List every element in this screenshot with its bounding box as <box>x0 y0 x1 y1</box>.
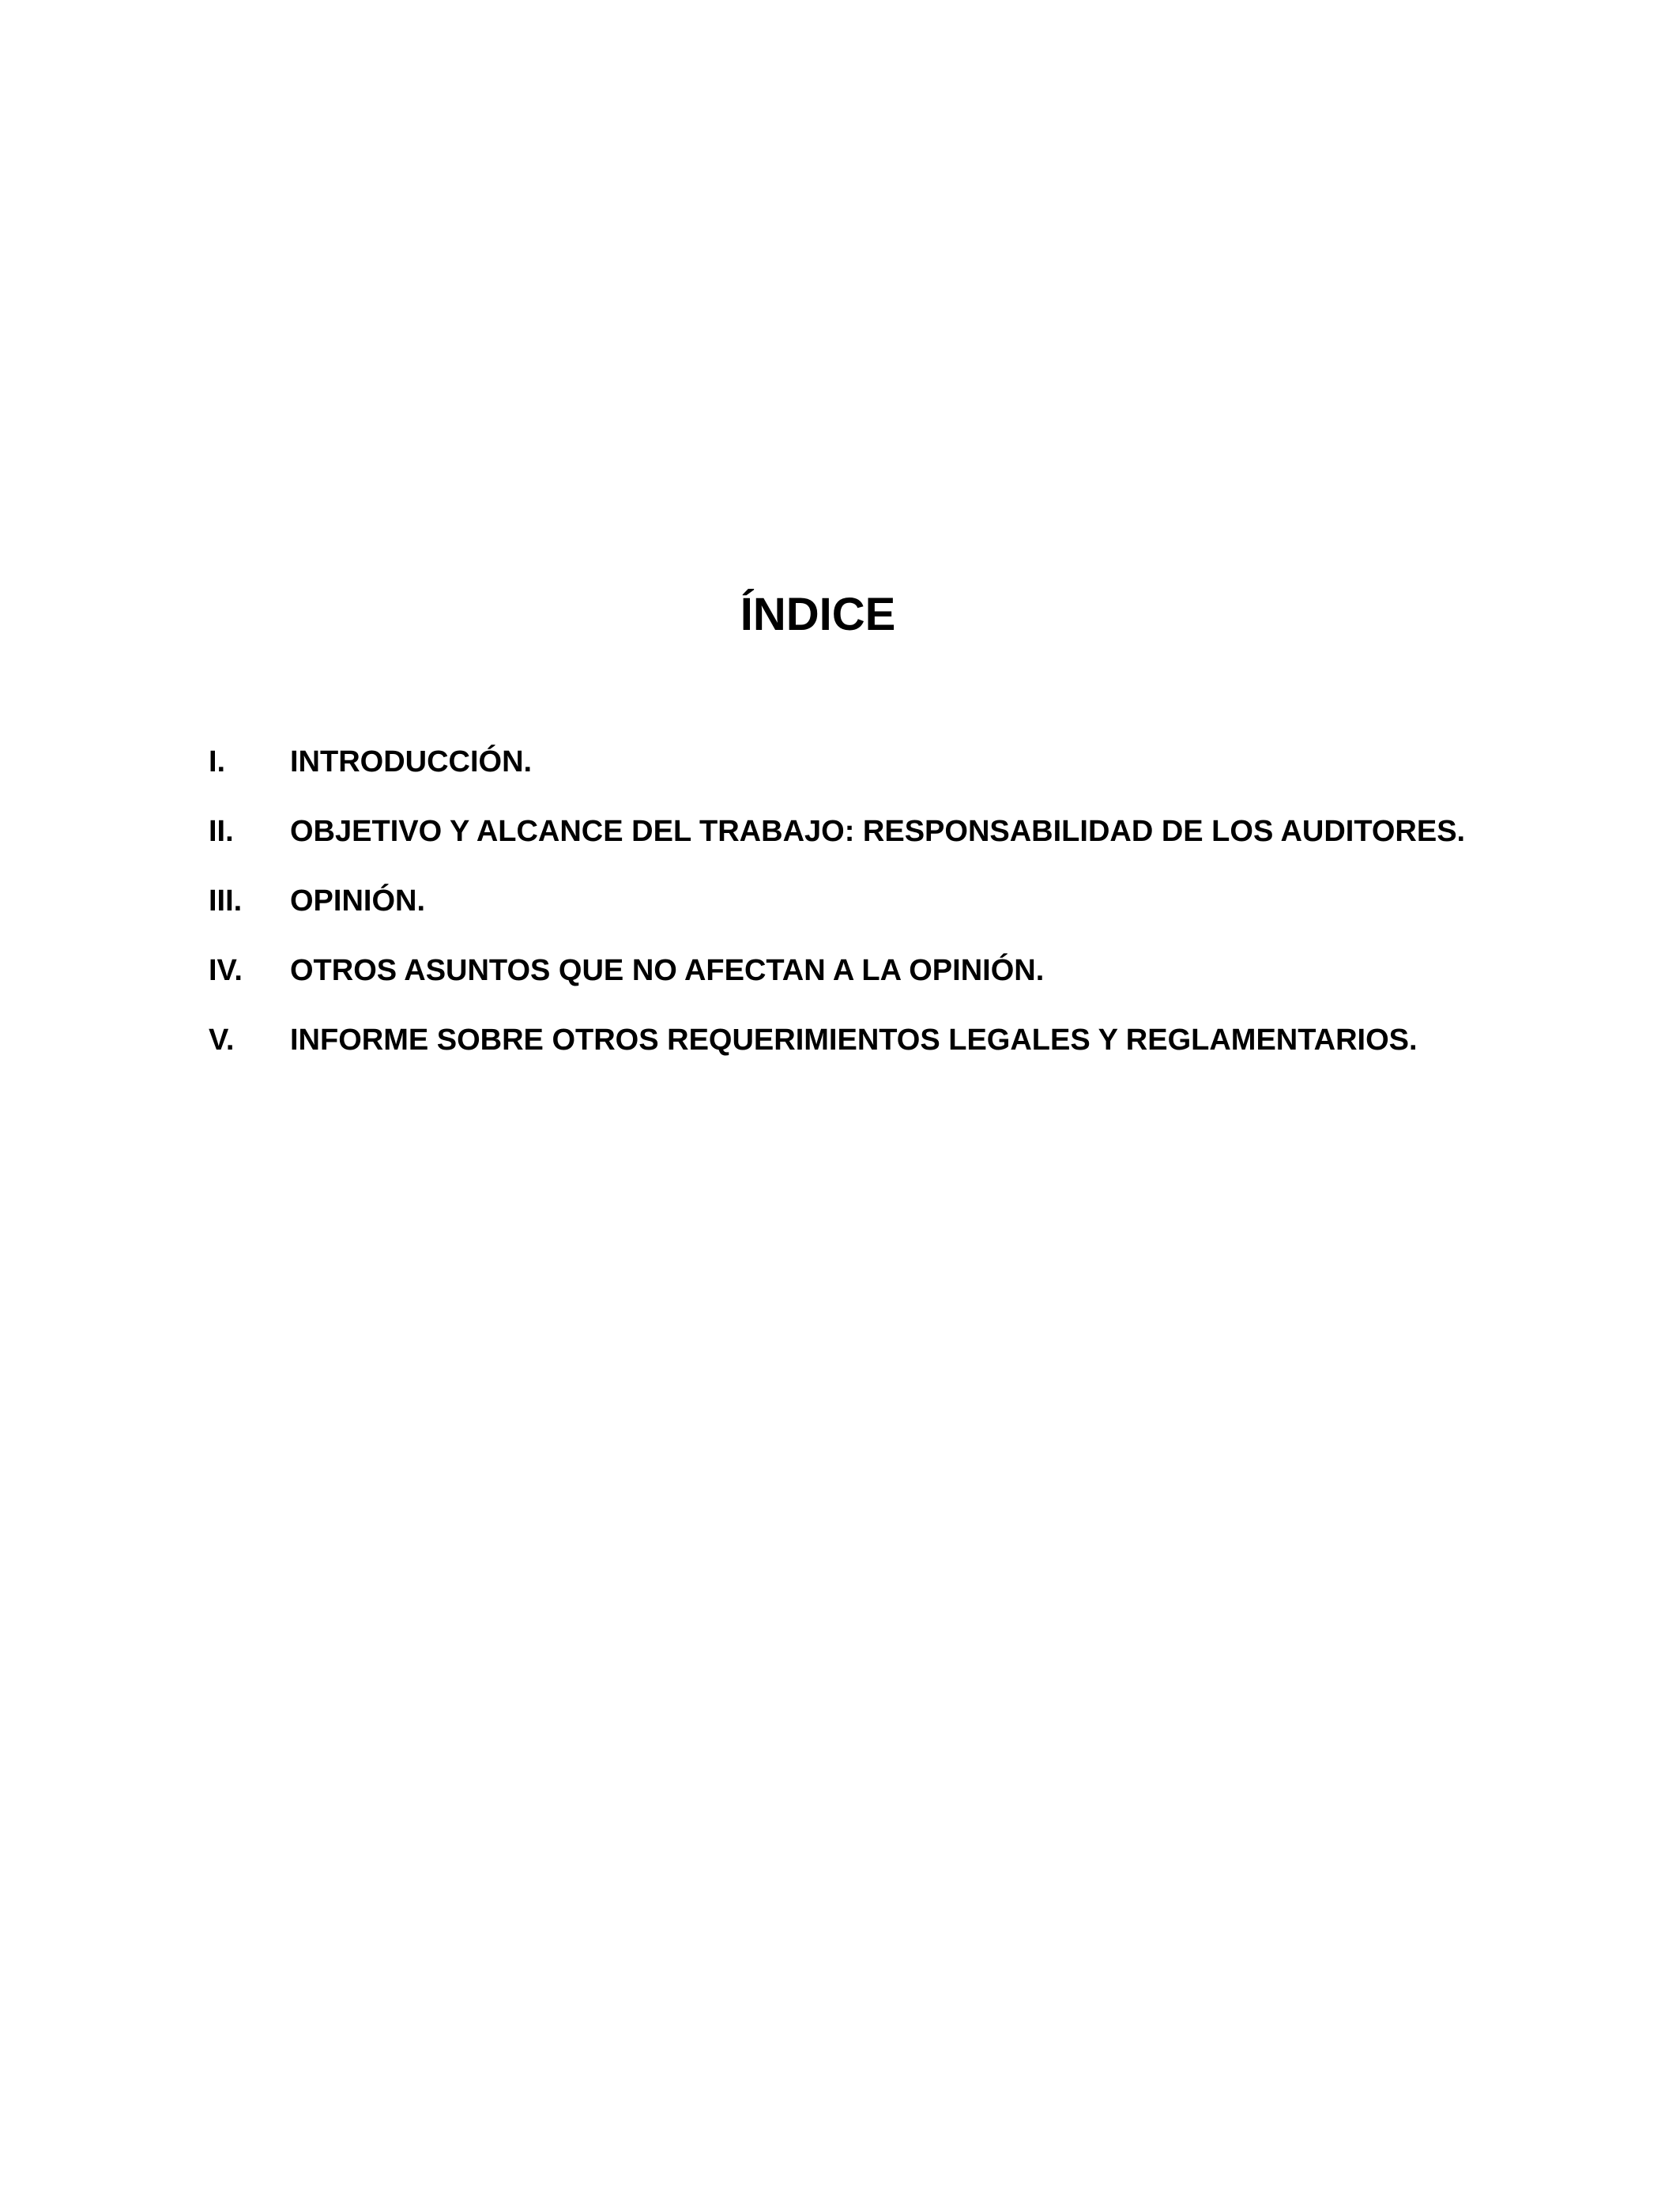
toc-entry-number: III. <box>209 884 243 918</box>
toc-entry-number: V. <box>209 1023 235 1057</box>
toc-entry-otros-asuntos <box>209 947 1631 1016</box>
toc-entry-number: I. <box>209 745 226 778</box>
table-of-contents <box>209 738 1631 1086</box>
toc-entry-text: OTROS ASUNTOS QUE NO AFECTAN A LA OPINIÓN. <box>290 954 1045 987</box>
toc-entry-objetivo-alcance <box>209 808 1631 877</box>
page-title: ÍNDICE <box>740 589 896 640</box>
toc-entry-introduccion <box>209 738 1631 808</box>
toc-entry-text: INTRODUCCIÓN. <box>290 745 533 778</box>
toc-entry-text: OPINIÓN. <box>290 884 426 918</box>
toc-entry-number: II. <box>209 815 234 848</box>
toc-entry-text: OBJETIVO Y ALCANCE DEL TRABAJO: RESPONSABILIDAD DE LOS AUDITORES. <box>290 815 1466 848</box>
toc-entry-opinion <box>209 877 1631 947</box>
toc-entry-informe-requerimientos <box>209 1016 1631 1086</box>
toc-entry-text: INFORME SOBRE OTROS REQUERIMIENTOS LEGALES Y REGLAMENTARIOS. <box>290 1023 1418 1057</box>
toc-entry-number: IV. <box>209 954 243 987</box>
